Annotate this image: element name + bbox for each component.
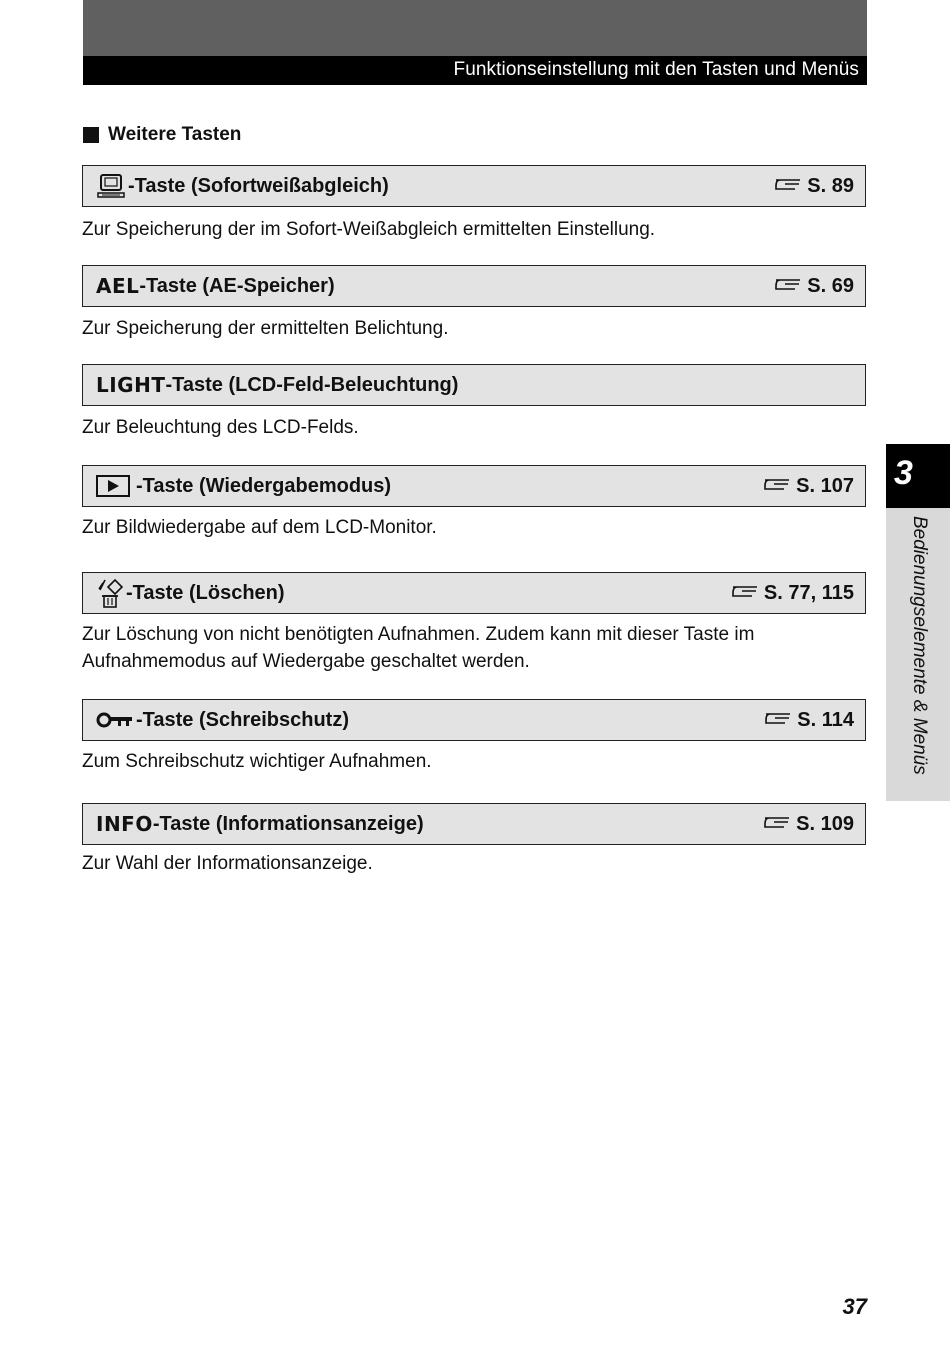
- page-reference: [762, 813, 854, 836]
- page-reference: [730, 582, 854, 605]
- chapter-label: Bedienungselemente & Menüs: [909, 516, 930, 775]
- chapter-side-tab: [886, 508, 950, 801]
- entry-title: [96, 812, 424, 836]
- page-reference: [762, 475, 854, 498]
- page-reference: [773, 175, 854, 198]
- entry-title: [96, 578, 285, 608]
- button-code: AEL: [96, 274, 140, 298]
- entry-box-info: [82, 803, 866, 845]
- entry-title: [96, 373, 458, 397]
- pointing-hand-icon: [762, 475, 792, 498]
- entry-description: Zur Bildwiedergabe auf dem LCD-Monitor.: [82, 517, 437, 538]
- entry-description: Zur Beleuchtung des LCD-Felds.: [82, 417, 359, 438]
- entry-box-ael: [82, 265, 866, 307]
- entry-description: Zur Wahl der Informationsanzeige.: [82, 853, 373, 874]
- pointing-hand-icon: [730, 582, 760, 605]
- page-reference-text: S. 114: [797, 708, 854, 731]
- page-number: 37: [842, 1294, 867, 1319]
- header-bar: [83, 56, 867, 85]
- chapter-number: 3: [894, 454, 913, 492]
- header-title: Funktionseinstellung mit den Tasten und Menüs: [453, 59, 859, 80]
- entry-title-text: -Taste (Sofortweißabgleich): [128, 174, 389, 197]
- button-code: LIGHT: [96, 373, 166, 397]
- entry-title-text: -Taste (Informationsanzeige): [152, 812, 424, 835]
- entry-description: Zur Speicherung der im Sofort-Weißabgleich ermittelten Einstellung.: [82, 219, 656, 240]
- entry-box-playback: [82, 465, 866, 507]
- pointing-hand-icon: [773, 175, 803, 198]
- entry-title: [96, 709, 349, 732]
- pointing-hand-icon: [773, 275, 803, 298]
- entry-title-text: -Taste (Wiedergabemodus): [136, 474, 392, 497]
- page-reference-text: S. 107: [796, 474, 854, 497]
- entry-box-protect: [82, 699, 866, 741]
- entry-box-light: [82, 364, 866, 406]
- entry-description: Zur Löschung von nicht benötigten Aufnahmen. Zudem kann mit dieser Taste im Aufnahmemodus auf Wiedergabe geschaltet werden.: [82, 624, 755, 672]
- page-header: [83, 0, 867, 85]
- entry-title-text: -Taste (Löschen): [126, 581, 285, 604]
- entry-title-text: -Taste (Schreibschutz): [136, 708, 349, 731]
- entry-title: [96, 173, 389, 199]
- page-reference: [763, 709, 854, 732]
- one-touch-wb-icon: [96, 173, 128, 199]
- entry-box-wb: [82, 165, 866, 207]
- page-reference: [773, 275, 854, 298]
- entry-title-text: -Taste (AE-Speicher): [139, 274, 335, 297]
- section-heading: [83, 124, 241, 146]
- entry-box-erase: [82, 572, 866, 614]
- entry-title: [96, 475, 391, 498]
- square-bullet-icon: [83, 127, 99, 143]
- pointing-hand-icon: [762, 813, 792, 836]
- page-reference-text: S. 77, 115: [763, 581, 854, 604]
- section-heading-text: Weitere Tasten: [108, 124, 242, 145]
- page-reference-text: S. 109: [796, 812, 854, 835]
- playback-icon: [96, 475, 130, 497]
- entry-title: [96, 274, 335, 298]
- chapter-number-tab: [886, 444, 950, 508]
- page-reference-text: S. 89: [807, 174, 854, 197]
- entry-description: Zum Schreibschutz wichtiger Aufnahmen.: [82, 751, 432, 772]
- pointing-hand-icon: [763, 709, 793, 732]
- page-reference-text: S. 69: [807, 274, 854, 297]
- erase-icon: [96, 578, 124, 608]
- entry-description: Zur Speicherung der ermittelten Belichtung.: [82, 318, 449, 339]
- button-code: INFO: [96, 812, 153, 836]
- entry-title-text: -Taste (LCD-Feld-Beleuchtung): [165, 373, 459, 396]
- protect-key-icon: [96, 711, 134, 729]
